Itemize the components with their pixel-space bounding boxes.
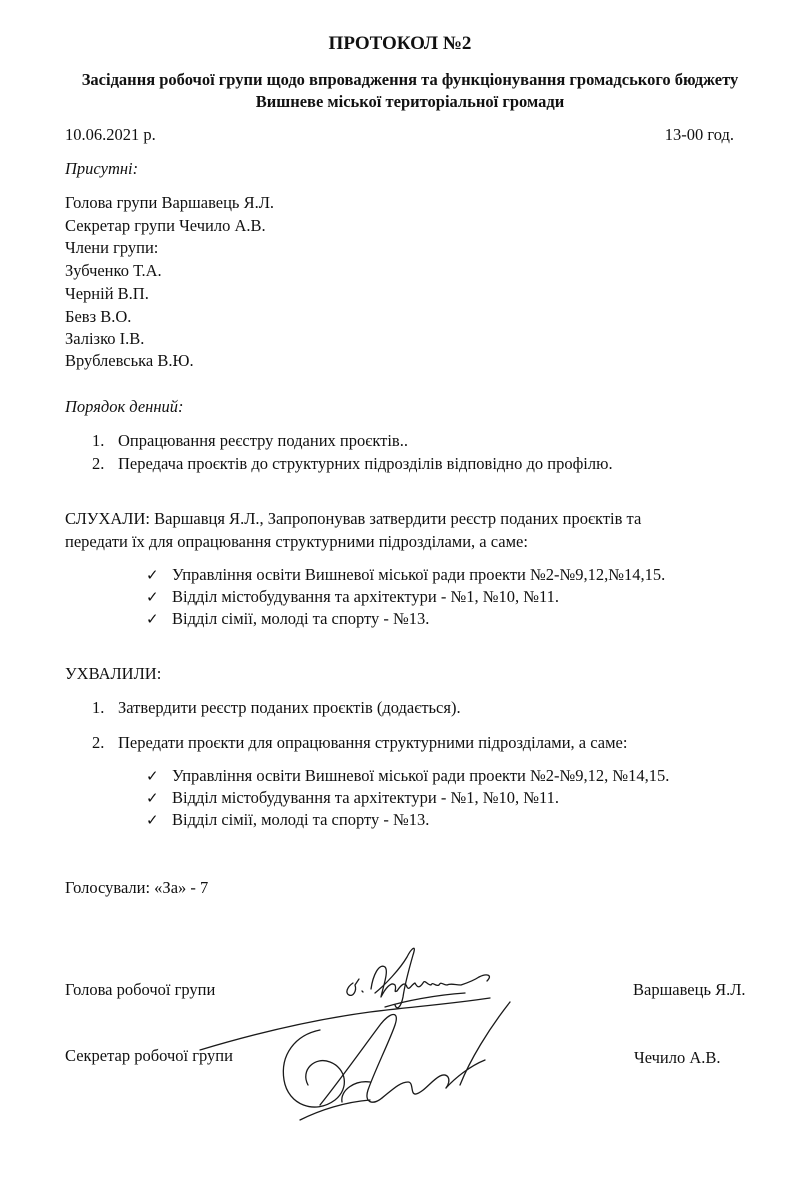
decided-subitem bbox=[146, 787, 559, 809]
check-icon: ✓ bbox=[146, 588, 159, 606]
heard-item-text: Управління освіти Вишневої міської ради проекти №2-№9,12,№14,15. bbox=[172, 565, 666, 584]
agenda-item-text: Передача проєктів до структурних підрозділів відповідно до профілю. bbox=[118, 454, 613, 473]
decided-subitem bbox=[146, 765, 669, 787]
secretary-signature bbox=[170, 990, 570, 1140]
member-item: Зубченко Т.А. bbox=[65, 261, 162, 280]
sign-secretary-role: Секретар робочої групи bbox=[65, 1046, 233, 1065]
heard-item bbox=[146, 586, 559, 608]
member-item: Залізко І.В. bbox=[65, 329, 145, 348]
decided-subitem-text: Управління освіти Вишневої міської ради проекти №2-№9,12, №14,15. bbox=[172, 766, 670, 785]
agenda-item-number: 2. bbox=[92, 454, 105, 473]
check-icon: ✓ bbox=[146, 566, 159, 584]
decided-item-text: Передати проєкти для опрацювання структурними підрозділами, а саме: bbox=[118, 733, 628, 752]
check-icon: ✓ bbox=[146, 811, 159, 829]
decided-subitem-text: Відділ містобудування та архітектури - №1, №10, №11. bbox=[172, 788, 559, 807]
decided-subitem bbox=[146, 809, 429, 831]
heard-item-text: Відділ містобудування та архітектури - №1, №10, №11. bbox=[172, 587, 559, 606]
member-item: Бевз В.О. bbox=[65, 307, 132, 326]
decided-item-text: Затвердити реєстр поданих проєктів (додається). bbox=[118, 698, 461, 717]
meeting-date: 10.06.2021 р. bbox=[65, 125, 156, 144]
member-item: Черній В.П. bbox=[65, 284, 149, 303]
heard-line-2: передати їх для опрацювання структурними підрозділами, а саме: bbox=[65, 532, 528, 551]
meeting-time: 13-00 год. bbox=[664, 125, 734, 144]
secretary-line: Секретар групи Чечило А.В. bbox=[65, 216, 266, 235]
heard-line-1: СЛУХАЛИ: Варшавця Я.Л., Запропонував затвердити реєстр поданих проєктів та bbox=[65, 509, 642, 528]
page-title: ПРОТОКОЛ №2 bbox=[328, 33, 472, 54]
heard-item bbox=[146, 608, 429, 630]
decided-item bbox=[92, 697, 461, 718]
check-icon: ✓ bbox=[146, 767, 159, 785]
page-subtitle: Засідання робочої групи щодо впровадження та функціонування громадського бюджету Вишневе міської територіальної громади bbox=[81, 70, 739, 111]
members-label: Члени групи: bbox=[65, 238, 159, 257]
check-icon: ✓ bbox=[146, 789, 159, 807]
decided-label: УХВАЛИЛИ: bbox=[65, 664, 162, 683]
sign-secretary-name: Чечило А.В. bbox=[634, 1048, 721, 1067]
agenda-item-text: Опрацювання реєстру поданих проєктів.. bbox=[118, 431, 408, 450]
sign-head-role: Голова робочої групи bbox=[65, 980, 216, 999]
head-line: Голова групи Варшавець Я.Л. bbox=[65, 193, 275, 212]
agenda-label: Порядок денний: bbox=[65, 397, 184, 416]
member-item: Врублевська В.Ю. bbox=[65, 351, 194, 370]
heard-item bbox=[146, 564, 665, 586]
sign-head-name: Варшавець Я.Л. bbox=[633, 980, 746, 999]
decided-item-number: 1. bbox=[92, 698, 105, 717]
agenda-item-number: 1. bbox=[92, 431, 105, 450]
vote-result: Голосували: «За» - 7 bbox=[65, 878, 209, 897]
decided-subitem-text: Відділ сімії, молоді та спорту - №13. bbox=[172, 810, 430, 829]
heard-item-text: Відділ сімії, молоді та спорту - №13. bbox=[172, 609, 430, 628]
agenda-item bbox=[92, 430, 408, 451]
decided-item-number: 2. bbox=[92, 733, 105, 752]
check-icon: ✓ bbox=[146, 610, 159, 628]
agenda-item bbox=[92, 453, 613, 474]
decided-item bbox=[92, 732, 627, 753]
present-label: Присутні: bbox=[65, 159, 139, 178]
